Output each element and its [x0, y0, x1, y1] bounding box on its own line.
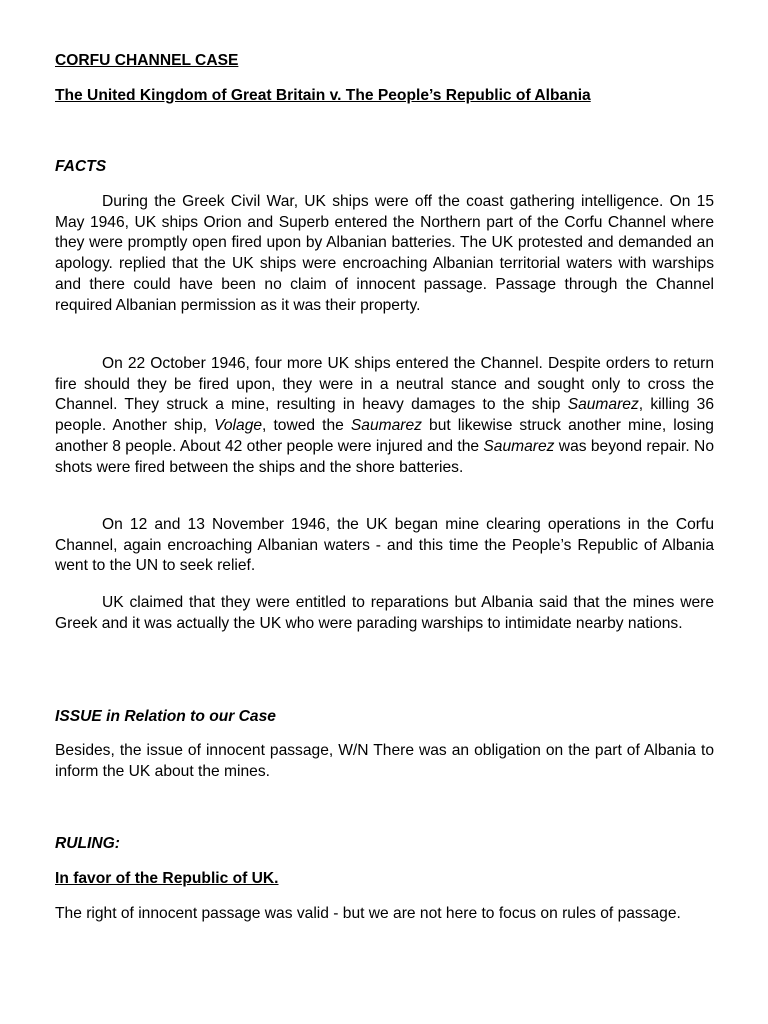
facts-paragraph-3: On 12 and 13 November 1946, the UK began mine clearing operations in the Corfu Channel, again encroaching Albanian waters - and this time the People’s Republic of Albania went to the UN to seek relief.: [55, 516, 714, 575]
facts-p2-text-c: , towed the: [262, 417, 351, 435]
facts-paragraph-4: UK claimed that they were entitled to reparations but Albania said that the mines were Greek and it was actually the UK who were parading warships to intimidate nearby nations.: [55, 594, 714, 632]
facts-p2-text-d: but likewise struck another mine, losing another 8 people. About 42 other people were injured and the: [55, 417, 714, 455]
facts-paragraph-1: During the Greek Civil War, UK ships were off the coast gathering intelligence. On 15 May 1946, UK ships Orion and Superb entered the Northern part of the Corfu Channel where they were promptly open fired upon by Albanian batteries. The UK protested and demanded an apology. replied that the UK ships were encroaching Albanian territorial waters with warships and there could have been no claim of innocent passage. Passage through the Channel required Albanian permission as it was their property.: [55, 193, 714, 314]
ship-name-saumarez: Saumarez: [350, 417, 422, 435]
case-parties: The United Kingdom of Great Britain v. The People’s Republic of Albania: [55, 87, 591, 104]
facts-p2-text-e: was beyond repair. No shots were fired between the ships and the shore batteries.: [55, 437, 714, 476]
issue-heading: ISSUE in Relation to our Case: [55, 708, 276, 725]
ship-name-saumarez: Saumarez: [567, 396, 639, 414]
ruling-text: The right of innocent passage was valid - but we are not here to focus on rules of passage.: [55, 905, 681, 922]
facts-paragraph-2: [55, 354, 714, 478]
case-title: CORFU CHANNEL CASE: [55, 52, 239, 69]
facts-p2-text-b: , killing 36 people. Another ship,: [55, 396, 715, 435]
ship-name-saumarez: Saumarez: [483, 437, 555, 455]
ship-name-volage: Volage: [214, 417, 263, 435]
issue-text: Besides, the issue of innocent passage, W/N There was an obligation on the part of Albania to inform the UK about the mines.: [55, 742, 714, 780]
facts-heading: FACTS: [55, 158, 107, 175]
ruling-heading: RULING:: [55, 835, 120, 852]
ruling-subheading: In favor of the Republic of UK.: [55, 870, 279, 887]
facts-p2-text-a: On 22 October 1946, four more UK ships entered the Channel. Despite orders to return fire should they be fired upon, they were in a neutral stance and sought only to cross the Channel. They struck a mine, resulting in heavy damages to the ship: [55, 355, 714, 414]
